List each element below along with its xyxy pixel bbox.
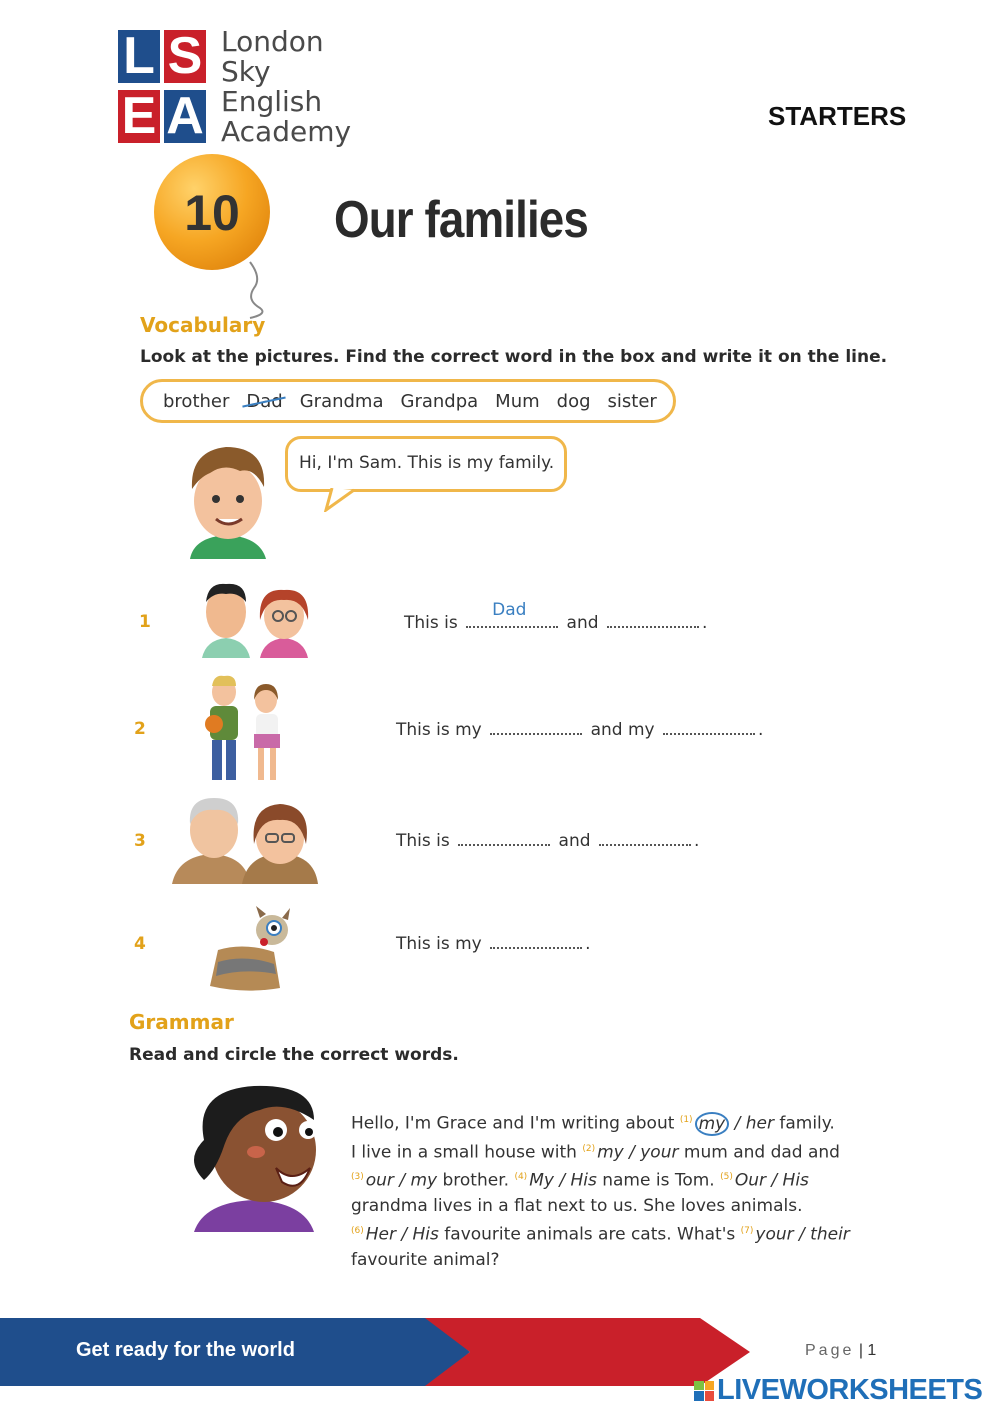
logo-letter-s: S xyxy=(164,30,206,83)
text: name is Tom. xyxy=(602,1170,715,1191)
option-number: (1) xyxy=(679,1115,693,1125)
option-our-his[interactable]: Our / His xyxy=(734,1170,809,1191)
word-sister: sister xyxy=(607,390,657,412)
liveworksheets-watermark xyxy=(694,1374,982,1407)
sentence-1 xyxy=(404,600,708,633)
dog-illustration xyxy=(204,902,296,994)
answer-blank-3b[interactable] xyxy=(599,830,691,846)
vocabulary-instruction: Look at the pictures. Find the correct word in the box and write it on the line. xyxy=(140,347,888,367)
text: mum and dad and xyxy=(683,1142,840,1163)
logo-letter-e: E xyxy=(118,90,160,143)
circled-option-my[interactable]: my xyxy=(695,1112,730,1136)
level-label: STARTERS xyxy=(768,101,907,131)
academy-logo xyxy=(118,30,208,144)
word-grandpa: Grandpa xyxy=(400,390,479,412)
sentence-text: and xyxy=(558,831,591,851)
page-indicator: Page | 1 xyxy=(805,1342,877,1359)
logo-line: Sky xyxy=(221,55,271,88)
paragraph-line xyxy=(351,1219,891,1248)
option-number: (5) xyxy=(720,1172,733,1183)
mum-dad-illustration xyxy=(198,580,313,658)
sentence-end: . xyxy=(757,720,764,740)
logo-line: Academy xyxy=(221,115,352,148)
paragraph-line xyxy=(351,1248,891,1273)
sentence-text: This is my xyxy=(396,934,482,954)
grammar-heading: Grammar xyxy=(129,1010,234,1034)
text: Hello, I'm Grace and I'm writing about xyxy=(351,1113,675,1134)
grandparents-illustration xyxy=(172,794,320,884)
item-number: 4 xyxy=(134,934,146,954)
item-number: 3 xyxy=(134,831,146,851)
paragraph-line xyxy=(351,1137,891,1166)
item-number: 1 xyxy=(139,612,151,632)
text: family. xyxy=(779,1113,835,1134)
option-her[interactable]: / her xyxy=(734,1113,774,1134)
sentence-end: . xyxy=(693,831,700,851)
answer-blank-1b[interactable] xyxy=(607,612,699,628)
vocabulary-heading: Vocabulary xyxy=(140,313,266,337)
option-my-your[interactable]: my / your xyxy=(597,1142,679,1163)
text: brother. xyxy=(442,1170,510,1191)
word-dog: dog xyxy=(556,390,591,412)
word-brother: brother xyxy=(163,390,230,412)
text: favourite animal? xyxy=(351,1249,500,1270)
filled-answer: Dad xyxy=(492,600,527,620)
sentence-text: This is xyxy=(404,613,458,633)
brother-sister-illustration xyxy=(200,672,290,784)
text: grandma lives in a flat next to us. She loves animals. xyxy=(351,1195,803,1216)
text: favourite animals are cats. What's xyxy=(444,1224,736,1245)
unit-number: 10 xyxy=(184,185,240,241)
logo-letter-l: L xyxy=(118,30,160,83)
answer-blank-4[interactable] xyxy=(490,933,582,949)
option-number: (7) xyxy=(740,1225,754,1236)
page-word: Page xyxy=(805,1342,855,1359)
word-box xyxy=(140,379,676,423)
unit-balloon-icon xyxy=(150,150,280,320)
text: I live in a small house with xyxy=(351,1142,577,1163)
sentence-2 xyxy=(396,719,763,740)
liveworksheets-logo-icon xyxy=(694,1381,714,1401)
option-my-his[interactable]: My / His xyxy=(529,1170,597,1191)
answer-blank-3a[interactable] xyxy=(458,830,550,846)
word-dad-crossed: Dad xyxy=(246,390,283,412)
grammar-instruction: Read and circle the correct words. xyxy=(129,1045,459,1065)
option-number: (3) xyxy=(351,1172,364,1183)
sentence-text: and xyxy=(566,613,599,633)
sentence-3 xyxy=(396,830,699,851)
logo-letter-a: A xyxy=(164,90,206,143)
paragraph-line xyxy=(351,1108,891,1137)
option-our-my[interactable]: our / my xyxy=(365,1170,438,1191)
option-her-his[interactable]: Her / His xyxy=(365,1224,439,1245)
item-number: 2 xyxy=(134,719,146,739)
option-number: (6) xyxy=(351,1225,364,1236)
sentence-end: . xyxy=(701,613,708,633)
answer-blank-2b[interactable] xyxy=(663,719,755,735)
speech-text: Hi, I'm Sam. This is my family. xyxy=(299,453,555,473)
unit-title: Our families xyxy=(334,191,588,249)
logo-wordmark xyxy=(221,27,351,147)
logo-line: London xyxy=(221,25,324,58)
sam-boy-illustration xyxy=(180,437,275,559)
footer-slogan: Get ready for the world xyxy=(76,1339,295,1361)
option-number: (2) xyxy=(582,1143,596,1154)
paragraph-line xyxy=(351,1194,891,1219)
option-number: (4) xyxy=(514,1172,528,1183)
sentence-text: This is my xyxy=(396,720,482,740)
word-mum: Mum xyxy=(495,390,540,412)
option-your-their[interactable]: your / their xyxy=(755,1224,850,1245)
sentence-4 xyxy=(396,933,591,954)
logo-line: English xyxy=(221,85,323,118)
page-number: 1 xyxy=(867,1342,877,1359)
speech-bubble xyxy=(285,436,567,492)
sentence-text: and my xyxy=(590,720,655,740)
speech-bubble-tail xyxy=(322,488,362,512)
watermark-text: LIVEWORKSHEETS xyxy=(717,1374,983,1406)
paragraph-line xyxy=(351,1165,891,1194)
answer-blank-1a[interactable] xyxy=(466,600,558,628)
word-grandma: Grandma xyxy=(299,390,384,412)
answer-blank-2a[interactable] xyxy=(490,719,582,735)
sentence-end: . xyxy=(585,934,591,954)
grammar-paragraph xyxy=(351,1108,891,1273)
sentence-text: This is xyxy=(396,831,450,851)
grace-girl-illustration xyxy=(164,1080,324,1232)
